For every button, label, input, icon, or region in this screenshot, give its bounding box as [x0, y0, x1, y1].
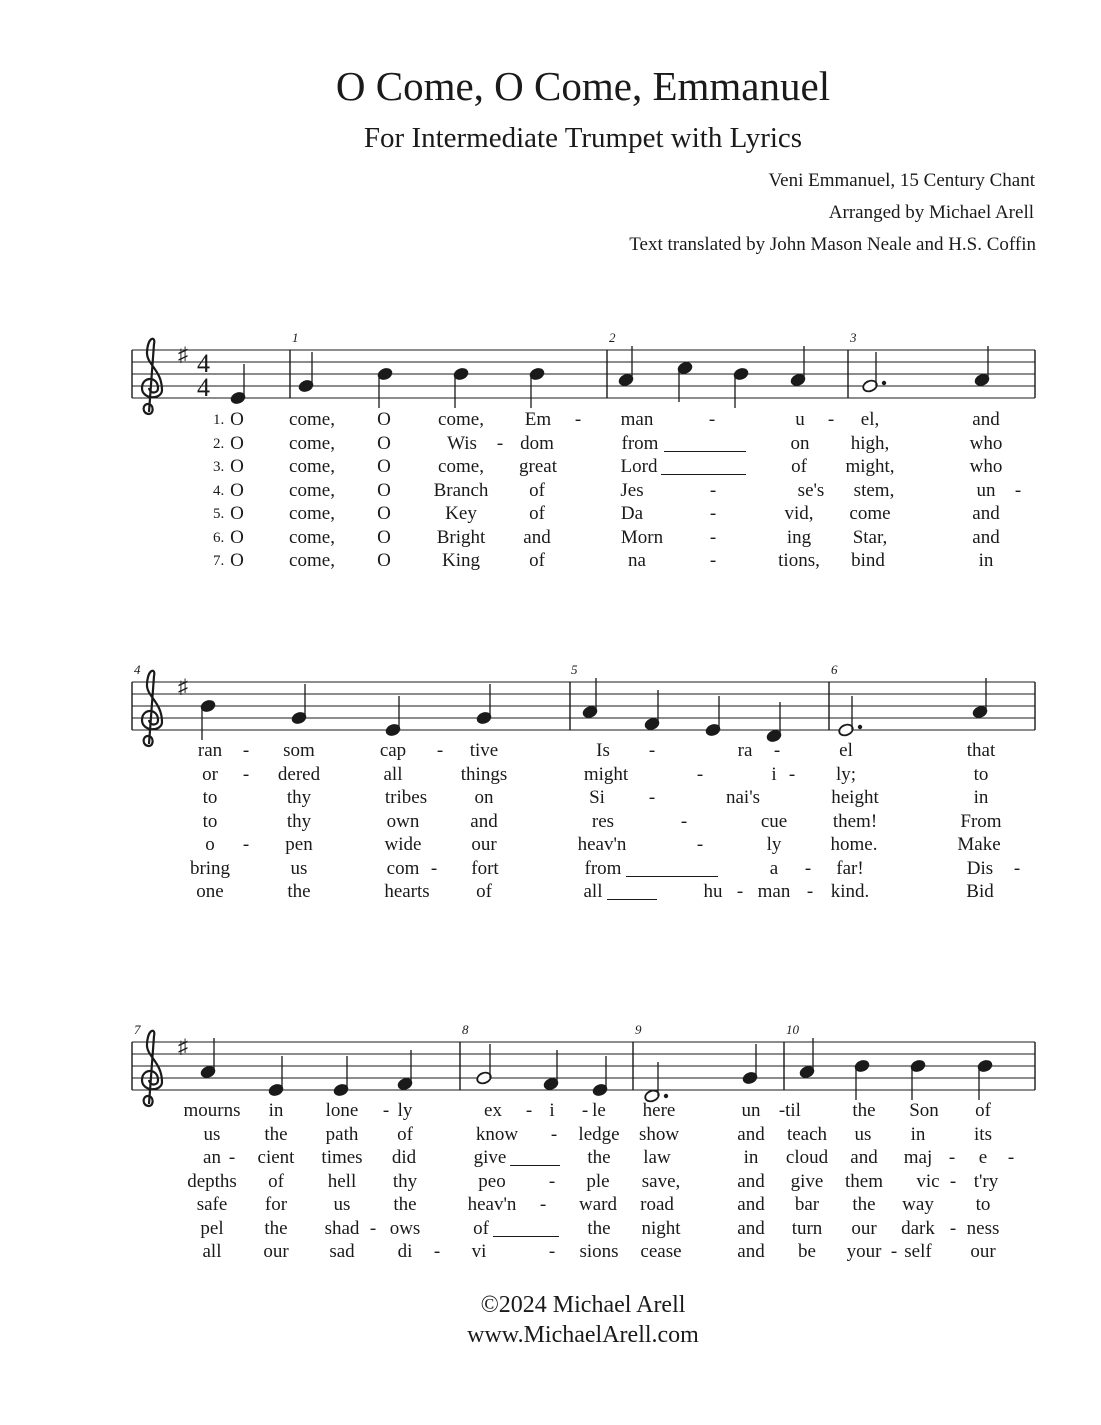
lyric-syllable: Make	[957, 834, 1001, 855]
lyric-syllable: man	[757, 881, 791, 902]
lyric-syllable: tions,	[778, 550, 820, 571]
lyric-syllable: u	[795, 409, 805, 430]
lyric-syllable: who	[969, 432, 1003, 454]
syllable-hyphen: -	[948, 1147, 956, 1168]
lyric-syllable: all	[202, 1241, 222, 1262]
verse-number: 6.	[213, 529, 225, 546]
syllable-hyphen: -	[574, 409, 582, 430]
lyric-syllable: ing	[786, 526, 812, 548]
lyric-syllable: kind.	[830, 881, 870, 902]
lyric-syllable: From	[960, 810, 1002, 832]
lyric-syllable: the	[852, 1194, 876, 1215]
lyric-syllable: shad	[324, 1217, 360, 1239]
lyric-syllable: in	[743, 1147, 759, 1168]
lyric-syllable: ly	[766, 834, 782, 855]
lyric-syllable: the	[587, 1217, 611, 1239]
lyric-syllable: the	[264, 1217, 288, 1239]
lyric-syllable: of	[397, 1123, 413, 1145]
syllable-hyphen: -	[1013, 857, 1021, 879]
measure-number: 4	[134, 662, 141, 677]
lyric-syllable: dom	[520, 432, 554, 454]
lyric-syllable: give	[473, 1147, 507, 1168]
lyric-syllable: our	[263, 1241, 289, 1262]
lyric-syllable: Jes	[620, 479, 644, 501]
syllable-hyphen: -	[648, 740, 656, 761]
lyric-syllable: home.	[830, 834, 878, 855]
dot	[858, 725, 862, 729]
lyric-syllable: bind	[851, 550, 885, 571]
lyric-syllable: O	[230, 526, 244, 548]
lyric-syllable: come,	[289, 432, 335, 454]
lyric-syllable: safe	[196, 1194, 228, 1215]
lyric-syllable: peo	[478, 1170, 506, 1192]
lyric-syllable: ly	[397, 1100, 413, 1121]
lyric-syllable: of	[529, 479, 545, 501]
syllable-hyphen: -	[1007, 1147, 1015, 1168]
lyric-syllable: save,	[641, 1170, 681, 1192]
syllable-hyphen: -	[806, 881, 814, 902]
lyric-syllable: com	[386, 857, 420, 879]
syllable-hyphen: -	[581, 1100, 589, 1121]
lyric-syllable: of	[268, 1170, 284, 1192]
measure-number: 7	[134, 1022, 141, 1037]
syllable-hyphen: -	[696, 763, 704, 785]
lyric-syllable: us	[203, 1123, 221, 1145]
lyric-syllable: come,	[438, 456, 484, 477]
lyric-syllable: us	[333, 1194, 351, 1215]
lyric-syllable: ran	[197, 740, 223, 761]
lyric-syllable: to	[202, 787, 218, 808]
lyric-syllable: el	[839, 740, 853, 761]
lyric-syllable: hearts	[384, 881, 430, 902]
lyric-syllable: and	[972, 503, 1000, 524]
lyric-syllable: cease	[640, 1241, 682, 1262]
lyric-syllable: lone	[325, 1100, 359, 1121]
lyric-syllable: our	[471, 834, 497, 855]
lyric-syllable: som	[283, 740, 315, 761]
syllable-hyphen: -	[773, 740, 781, 761]
measure-number: 8	[462, 1022, 469, 1037]
lyric-syllable: tribes	[384, 787, 428, 808]
syllable-hyphen: -	[708, 409, 716, 430]
lyric-syllable: Son	[909, 1100, 939, 1121]
lyric-syllable: road	[640, 1194, 674, 1215]
lyric-syllable: se's	[797, 479, 825, 501]
lyric-syllable: ly;	[835, 763, 857, 785]
lyric-syllable: O	[377, 503, 391, 524]
lyric-syllable: le	[592, 1100, 606, 1121]
lyric-syllable: of	[476, 881, 492, 902]
lyric-syllable: pel	[200, 1217, 224, 1239]
lyric-syllable: and	[737, 1241, 765, 1262]
lyric-syllable: ward	[579, 1194, 617, 1215]
lyric-syllable: the	[264, 1123, 288, 1145]
lyric-syllable: Key	[445, 503, 477, 524]
lyric-syllable: us	[854, 1123, 872, 1145]
lyric-syllable: teach	[786, 1123, 828, 1145]
lyric-syllable: thy	[286, 810, 312, 832]
lyric-syllable: your	[846, 1241, 882, 1262]
lyric-syllable: wide	[384, 834, 422, 855]
lyric-syllable: of	[975, 1100, 991, 1121]
verse-number: 1.	[213, 412, 225, 428]
lyric-syllable: times	[321, 1147, 363, 1168]
lyric-syllable: cloud	[785, 1147, 829, 1168]
measure-number: 5	[571, 662, 578, 677]
lyric-syllable: and	[523, 526, 551, 548]
syllable-hyphen: -	[804, 857, 812, 879]
syllable-hyphen: -	[788, 763, 796, 785]
lyric-syllable: ledge	[578, 1123, 620, 1145]
measure-number: 3	[850, 330, 857, 345]
lyric-syllable: O	[377, 550, 391, 571]
syllable-hyphen: -	[949, 1170, 957, 1192]
translator-credit: Text translated by John Mason Neale and H.S. Coffin	[629, 234, 1036, 255]
lyric-syllable: way	[902, 1194, 934, 1215]
lyric-syllable: thy	[392, 1170, 418, 1192]
syllable-hyphen: -	[539, 1194, 547, 1215]
syllable-hyphen: -	[548, 1170, 556, 1192]
lyric-syllable: hu	[703, 881, 723, 902]
lyric-syllable: ows	[389, 1217, 421, 1239]
lyric-syllable: our	[970, 1241, 996, 1262]
lyric-syllable: on	[474, 787, 494, 808]
lyric-syllable: law	[643, 1147, 671, 1168]
syllable-hyphen: -	[696, 834, 704, 855]
lyric-syllable: ness	[966, 1217, 1000, 1239]
syllable-hyphen: -	[709, 503, 717, 524]
lyric-syllable: O	[230, 432, 244, 454]
copyright-notice: ©2024 Michael Arell	[480, 1292, 686, 1318]
lyric-syllable: in	[268, 1100, 284, 1121]
lyric-syllable: and	[737, 1123, 765, 1145]
lyric-syllable: to	[975, 1194, 991, 1215]
syllable-hyphen: -	[550, 1123, 558, 1145]
lyric-syllable: dark	[901, 1217, 935, 1239]
lyric-syllable: ex	[484, 1100, 502, 1121]
lyric-syllable: or	[202, 763, 218, 785]
lyric-syllable: did	[391, 1147, 417, 1168]
lyric-syllable: pen	[285, 834, 313, 855]
lyric-syllable: heav'n	[467, 1194, 517, 1215]
syllable-hyphen: -	[827, 409, 835, 430]
lyric-syllable: til	[785, 1100, 801, 1121]
lyric-syllable: t'ry	[973, 1170, 999, 1192]
lyric-syllable: come,	[289, 409, 335, 430]
lyric-syllable: hell	[327, 1170, 357, 1192]
lyric-syllable: e	[978, 1147, 988, 1168]
lyric-syllable: might	[583, 763, 629, 785]
lyric-syllable: come,	[289, 550, 335, 571]
lyric-syllable: of	[529, 503, 545, 524]
arranger-credit: Arranged by Michael Arell	[828, 202, 1034, 223]
measure-number: 6	[831, 662, 838, 677]
lyric-syllable: come,	[289, 456, 335, 477]
syllable-hyphen: -	[709, 526, 717, 548]
lyric-syllable: for	[264, 1194, 288, 1215]
lyric-syllable: O	[230, 503, 244, 524]
melisma-line	[607, 899, 657, 900]
lyric-syllable: maj	[903, 1147, 933, 1168]
measure-number: 1	[292, 330, 299, 345]
lyric-syllable: cue	[760, 810, 788, 832]
lyric-syllable: heav'n	[577, 834, 627, 855]
lyric-syllable: na	[628, 550, 646, 571]
syllable-hyphen: -	[496, 432, 504, 454]
syllable-hyphen: -	[242, 763, 250, 785]
lyric-syllable: be	[798, 1241, 816, 1262]
lyric-syllable: our	[851, 1217, 877, 1239]
sharp-icon: ♯	[178, 1036, 188, 1058]
lyric-syllable: night	[641, 1217, 681, 1239]
lyric-syllable: mourns	[183, 1100, 241, 1121]
syllable-hyphen: -	[242, 834, 250, 855]
lyric-syllable: from	[584, 857, 622, 879]
syllable-hyphen: -	[709, 479, 717, 501]
syllable-hyphen: -	[648, 787, 656, 808]
lyric-syllable: Em	[524, 409, 552, 430]
melisma-line	[493, 1236, 559, 1237]
syllable-hyphen: -	[778, 1100, 786, 1121]
melisma-line	[664, 451, 746, 452]
page-subtitle: For Intermediate Trumpet with Lyrics	[363, 122, 803, 154]
lyric-syllable: and	[737, 1194, 765, 1215]
lyric-syllable: Si	[589, 787, 605, 808]
lyric-syllable: cient	[257, 1147, 295, 1168]
lyric-syllable: nai's	[725, 787, 761, 808]
lyric-syllable: dered	[277, 763, 321, 785]
lyric-syllable: come	[849, 503, 891, 524]
time-signature-top: 4	[197, 349, 210, 378]
lyric-syllable: sions	[579, 1241, 619, 1262]
lyric-syllable: O	[377, 432, 391, 454]
lyric-syllable: vic	[916, 1170, 940, 1192]
lyric-syllable: and	[470, 810, 498, 832]
lyric-syllable: come,	[289, 479, 335, 501]
syllable-hyphen: -	[228, 1147, 236, 1168]
lyric-syllable: might,	[845, 456, 895, 477]
syllable-hyphen: -	[548, 1241, 556, 1262]
syllable-hyphen: -	[1014, 479, 1022, 501]
lyric-syllable: Branch	[433, 479, 489, 501]
lyric-syllable: all	[383, 763, 403, 785]
lyric-syllable: in	[978, 550, 994, 571]
sharp-icon: ♯	[178, 676, 188, 698]
lyric-syllable: tive	[469, 740, 499, 761]
melisma-line	[626, 876, 718, 877]
lyric-syllable: to	[973, 763, 989, 785]
lyric-syllable: come,	[289, 526, 335, 548]
lyric-syllable: them!	[832, 810, 878, 832]
lyric-syllable: el,	[860, 409, 880, 430]
lyric-syllable: cap	[379, 740, 407, 761]
lyric-syllable: height	[831, 787, 879, 808]
melisma-line	[510, 1165, 560, 1166]
page-title: O Come, O Come, Emmanuel	[335, 63, 831, 109]
lyric-syllable: O	[377, 526, 391, 548]
lyric-syllable: vi	[471, 1241, 487, 1262]
syllable-hyphen: -	[525, 1100, 533, 1121]
lyric-syllable: man	[620, 409, 654, 430]
lyric-syllable: an	[203, 1147, 221, 1168]
lyric-syllable: un	[741, 1100, 761, 1121]
syllable-hyphen: -	[430, 857, 438, 879]
lyric-syllable: know	[475, 1123, 519, 1145]
lyric-syllable: Da	[620, 503, 644, 524]
lyric-syllable: O	[230, 479, 244, 501]
lyric-syllable: from	[621, 432, 659, 454]
verse-number: 3.	[213, 459, 225, 475]
lyric-syllable: self	[904, 1241, 932, 1262]
lyric-syllable: things	[460, 763, 508, 785]
syllable-hyphen: -	[736, 881, 744, 902]
lyric-syllable: that	[966, 740, 996, 761]
time-signature-bottom: 4	[197, 373, 210, 402]
lyric-syllable: come,	[438, 409, 484, 430]
lyric-syllable: them	[845, 1170, 883, 1192]
lyric-syllable: the	[587, 1147, 611, 1168]
syllable-hyphen: -	[436, 740, 444, 761]
verse-number: 5.	[213, 506, 225, 522]
lyric-syllable: Star,	[852, 526, 888, 548]
verse-number: 2.	[213, 435, 225, 452]
lyric-syllable: Bright	[436, 526, 486, 548]
lyric-syllable: and	[850, 1147, 878, 1168]
lyric-syllable: give	[790, 1170, 824, 1192]
lyric-syllable: to	[202, 810, 218, 832]
lyric-syllable: O	[377, 409, 391, 430]
lyric-syllable: in	[910, 1123, 926, 1145]
syllable-hyphen: -	[949, 1217, 957, 1239]
lyric-syllable: stem,	[853, 479, 895, 501]
lyric-syllable: its	[974, 1123, 992, 1145]
lyric-syllable: turn	[791, 1217, 823, 1239]
lyric-syllable: who	[969, 456, 1003, 477]
verse-number: 4.	[213, 482, 225, 499]
syllable-hyphen: -	[680, 810, 688, 832]
lyric-syllable: on	[790, 432, 810, 454]
lyric-syllable: path	[325, 1123, 359, 1145]
lyric-syllable: Is	[596, 740, 610, 761]
lyric-syllable: O	[377, 479, 391, 501]
measure-number: 2	[609, 330, 616, 345]
lyric-syllable: i	[549, 1100, 555, 1121]
lyric-syllable: and	[972, 409, 1000, 430]
syllable-hyphen: -	[369, 1217, 377, 1239]
sharp-icon: ♯	[178, 344, 188, 366]
syllable-hyphen: -	[890, 1241, 898, 1262]
lyric-syllable: us	[290, 857, 308, 879]
lyric-syllable: O	[377, 456, 391, 477]
lyric-syllable: bar	[794, 1194, 820, 1215]
lyric-syllable: di	[397, 1241, 413, 1262]
melisma-line	[661, 474, 746, 475]
verse-number: 7.	[213, 553, 225, 569]
lyric-syllable: fort	[471, 857, 499, 879]
syllable-hyphen: -	[709, 550, 717, 571]
lyric-syllable: Lord	[620, 456, 658, 477]
lyric-syllable: and	[737, 1217, 765, 1239]
lyric-syllable: bring	[189, 857, 231, 879]
composer-credit: Veni Emmanuel, 15 Century Chant	[768, 170, 1035, 191]
lyric-syllable: O	[230, 456, 244, 477]
lyric-syllable: un	[976, 479, 996, 501]
website-link[interactable]: www.MichaelArell.com	[467, 1322, 699, 1348]
measure-number: 10	[786, 1022, 799, 1037]
lyric-syllable: and	[972, 526, 1000, 548]
syllable-hyphen: -	[433, 1241, 441, 1262]
lyric-syllable: great	[519, 456, 557, 477]
lyric-syllable: the	[393, 1194, 417, 1215]
lyric-syllable: of	[791, 456, 807, 477]
lyric-syllable: come,	[289, 503, 335, 524]
syllable-hyphen: -	[382, 1100, 390, 1121]
lyric-syllable: ple	[586, 1170, 610, 1192]
lyric-syllable: thy	[286, 787, 312, 808]
lyric-syllable: the	[852, 1100, 876, 1121]
lyric-syllable: Morn	[620, 526, 664, 548]
lyric-syllable: in	[973, 787, 989, 808]
lyric-syllable: here	[642, 1100, 676, 1121]
lyric-syllable: O	[230, 409, 244, 430]
lyric-syllable: the	[287, 881, 311, 902]
lyric-syllable: Bid	[966, 881, 994, 902]
lyric-syllable: ra	[737, 740, 753, 761]
lyric-syllable: and	[737, 1170, 765, 1192]
lyric-syllable: Wis	[447, 432, 477, 454]
lyric-syllable: of	[529, 550, 545, 571]
lyric-syllable: res	[591, 810, 615, 832]
lyric-syllable: own	[386, 810, 420, 832]
lyric-syllable: King	[442, 550, 480, 571]
lyric-syllable: high,	[850, 432, 890, 454]
lyric-syllable: depths	[187, 1170, 237, 1192]
dot	[664, 1094, 668, 1098]
lyric-syllable: of	[473, 1217, 489, 1239]
lyric-syllable: far!	[836, 857, 864, 879]
lyric-syllable: one	[196, 881, 224, 902]
lyric-syllable: i	[771, 763, 777, 785]
measure-number: 9	[635, 1022, 642, 1037]
lyric-syllable: a	[769, 857, 779, 879]
lyric-syllable: show	[638, 1123, 680, 1145]
lyric-syllable: sad	[329, 1241, 355, 1262]
syllable-hyphen: -	[242, 740, 250, 761]
lyric-syllable: all	[583, 881, 603, 902]
lyric-syllable: Dis	[966, 857, 994, 879]
lyric-syllable: o	[205, 834, 215, 855]
dot	[882, 381, 886, 385]
lyric-syllable: O	[230, 550, 244, 571]
lyric-syllable: vid,	[784, 503, 814, 524]
